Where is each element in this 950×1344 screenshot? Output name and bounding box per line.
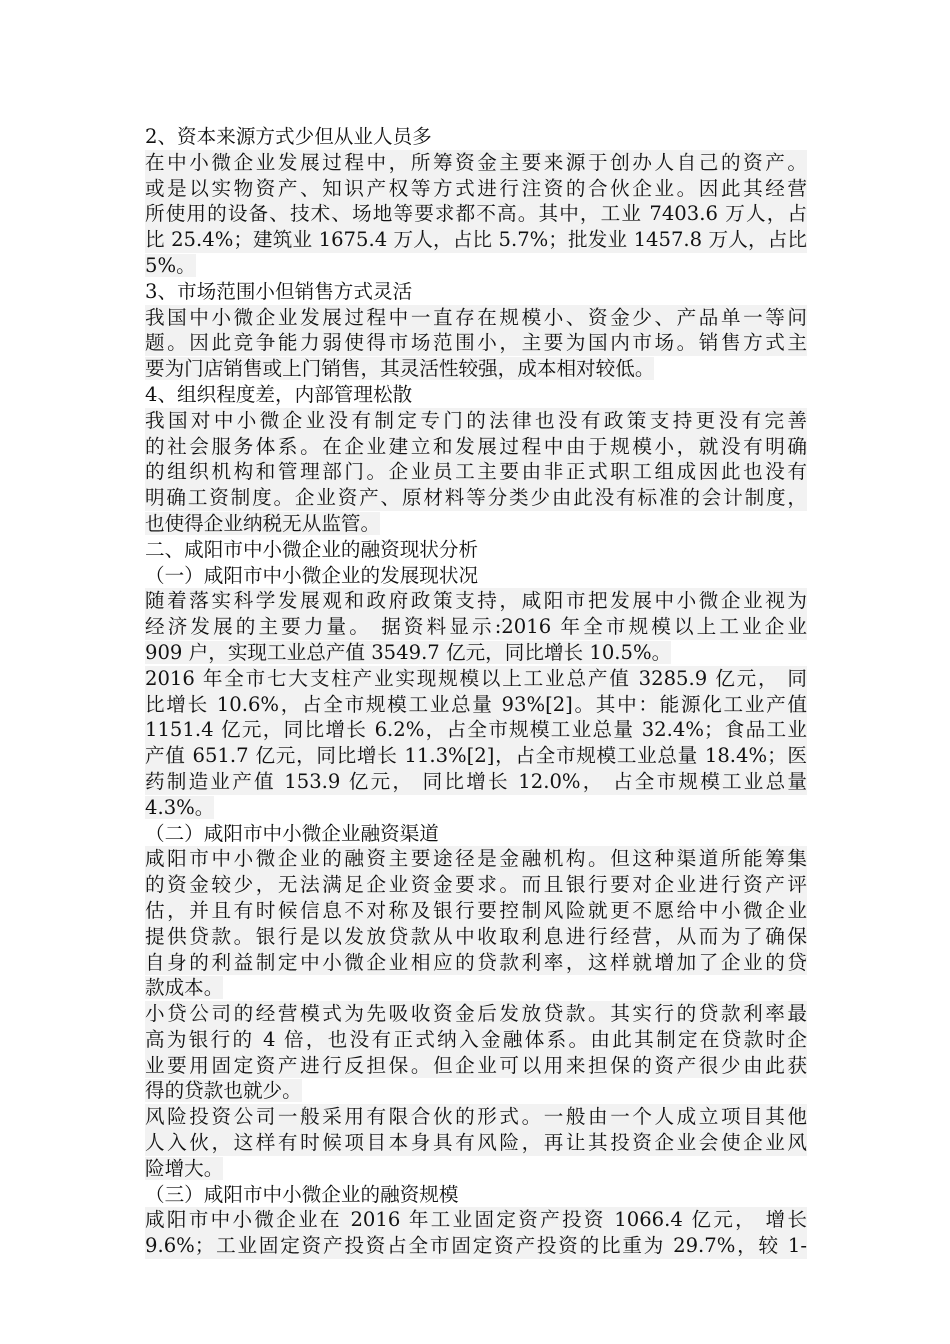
text-line [145,821,807,847]
text-line-content: 咸阳市中小微企业在 2016 年工业固定资产投资 1066.4 亿元， 增长 [145,1208,807,1232]
text-line-content: 我国中小微企业发展过程中一直存在规模小、资金少、产品单一等问 [145,305,807,329]
text-line-content: 高为银行的 4 倍，也没有正式纳入金融体系。由此其制定在贷款时企 [145,1027,807,1051]
text-line [145,1001,807,1027]
text-line-content: （三）咸阳市中小微企业的融资规模 [145,1182,459,1206]
text-line-content: 经济发展的主要力量。 据资料显示:2016 年全市规模以上工业企业 [145,615,807,639]
text-line [145,124,807,150]
text-line [145,743,807,769]
text-line [145,717,807,743]
text-line [145,692,807,718]
text-line [145,537,807,563]
text-line-content: 自身的利益制定中小微企业相应的贷款利率，这样就增加了企业的贷 [145,950,807,974]
text-line-content: 1151.4 亿元，同比增长 6.2%，占全市规模工业总量 32.4%；食品工业 [145,718,807,742]
text-line [145,253,807,279]
text-line [145,1053,807,1079]
text-line-content: 随着落实科学发展观和政府政策支持，咸阳市把发展中小微企业视为 [145,589,807,613]
text-line-content: 药制造业产值 153.9 亿元， 同比增长 12.0%， 占全市规模工业总量 [145,769,807,793]
text-line-content: 二、咸阳市中小微企业的融资现状分析 [145,537,479,561]
text-line-content: 4.3%。 [145,795,215,819]
text-line-content: 我国对中小微企业没有制定专门的法律也没有政策支持更没有完善 [145,408,807,432]
text-line [145,227,807,253]
text-line-content: 9.6%；工业固定资产投资占全市固定资产投资的比重为 29.7%，较 1- [145,1234,807,1258]
text-line-content: 5%。 [145,253,196,277]
text-line [145,1130,807,1156]
text-line-content: 也使得企业纳税无从监管。 [145,511,381,535]
text-line [145,1156,807,1182]
text-line [145,279,807,305]
text-line [145,588,807,614]
text-line-content: 的组织机构和管理部门。企业员工主要由非正式职工组成因此也没有 [145,460,807,484]
text-line-content: 人入伙，这样有时候项目本身具有风险，再让其投资企业会使企业风 [145,1131,807,1155]
text-line [145,795,807,821]
text-line [145,408,807,434]
text-line-content: 909 户，实现工业总产值 3549.7 亿元，同比增长 10.5%。 [145,640,672,664]
text-line [145,356,807,382]
text-line-content: 要为门店销售或上门销售，其灵活性较强，成本相对较低。 [145,357,655,381]
text-line [145,511,807,537]
text-line [145,1104,807,1130]
text-line [145,666,807,692]
text-line-content: 的社会服务体系。在企业建立和发展过程中由于规模小，就没有明确 [145,434,807,458]
document-body [145,124,807,1259]
text-line-content: 款成本。 [145,976,224,1000]
text-line-content: 咸阳市中小微企业的融资主要途径是金融机构。但这种渠道所能筹集 [145,847,807,871]
text-line [145,485,807,511]
text-line [145,176,807,202]
text-line-content: 产值 651.7 亿元，同比增长 11.3%[2]，占全市规模工业总量 18.4%；医 [145,744,807,768]
text-line-content: （一）咸阳市中小微企业的发展现状况 [145,563,479,587]
text-line [145,563,807,589]
text-line [145,769,807,795]
text-line [145,1182,807,1208]
text-line [145,382,807,408]
text-line [145,1233,807,1259]
text-line [145,459,807,485]
text-line [145,872,807,898]
text-line [145,975,807,1001]
text-line [145,950,807,976]
text-line [145,898,807,924]
text-line [145,305,807,331]
text-line-content: 的资金较少，无法满足企业资金要求。而且银行要对企业进行资产评 [145,873,807,897]
text-line-content: 风险投资公司一般采用有限合伙的形式。一般由一个人成立项目其他 [145,1105,807,1129]
text-line [145,150,807,176]
text-line [145,1207,807,1233]
text-line [145,640,807,666]
text-line [145,1027,807,1053]
text-line-content: 小贷公司的经营模式为先吸收资金后发放贷款。其实行的贷款利率最 [145,1002,807,1026]
text-line-content: 提供贷款。银行是以发放贷款从中收取利息进行经营，从而为了确保 [145,924,807,948]
text-line-content: 所使用的设备、技术、场地等要求都不高。其中，工业 7403.6 万人，占 [145,202,807,226]
text-line-content: 险增大。 [145,1156,224,1180]
text-line-content: 在中小微企业发展过程中，所筹资金主要来源于创办人自己的资产。 [145,150,807,174]
text-line-content: 明确工资制度。企业资产、原材料等分类少由此没有标准的会计制度， [145,486,807,510]
text-line-content: 4、组织程度差，内部管理松散 [145,382,413,406]
text-line [145,614,807,640]
text-line [145,1078,807,1104]
text-line-content: 得的贷款也就少。 [145,1079,302,1103]
text-line [145,924,807,950]
text-line-content: 估，并且有时候信息不对称及银行要控制风险就更不愿给中小微企业 [145,898,807,922]
text-line-content: 业要用固定资产进行反担保。但企业可以用来担保的资产很少由此获 [145,1053,807,1077]
text-line-content: 比 25.4%；建筑业 1675.4 万人，占比 5.7%；批发业 1457.8 万人，占比 [145,228,807,252]
text-line-content: 2016 年全市七大支柱产业实现规模以上工业总产值 3285.9 亿元， 同 [145,666,807,690]
text-line-content: 2、资本来源方式少但从业人员多 [145,125,432,148]
text-line [145,846,807,872]
text-line-content: （二）咸阳市中小微企业融资渠道 [145,821,439,845]
text-line [145,434,807,460]
text-line-content: 题。因此竞争能力弱使得市场范围小，主要为国内市场。销售方式主 [145,331,807,355]
text-line-content: 3、市场范围小但销售方式灵活 [145,279,413,303]
text-line-content: 比增长 10.6%，占全市规模工业总量 93%[2]。其中：能源化工业产值 [145,692,807,716]
text-line [145,201,807,227]
text-line-content: 或是以实物资产、知识产权等方式进行注资的合伙企业。因此其经营 [145,176,807,200]
text-line [145,330,807,356]
